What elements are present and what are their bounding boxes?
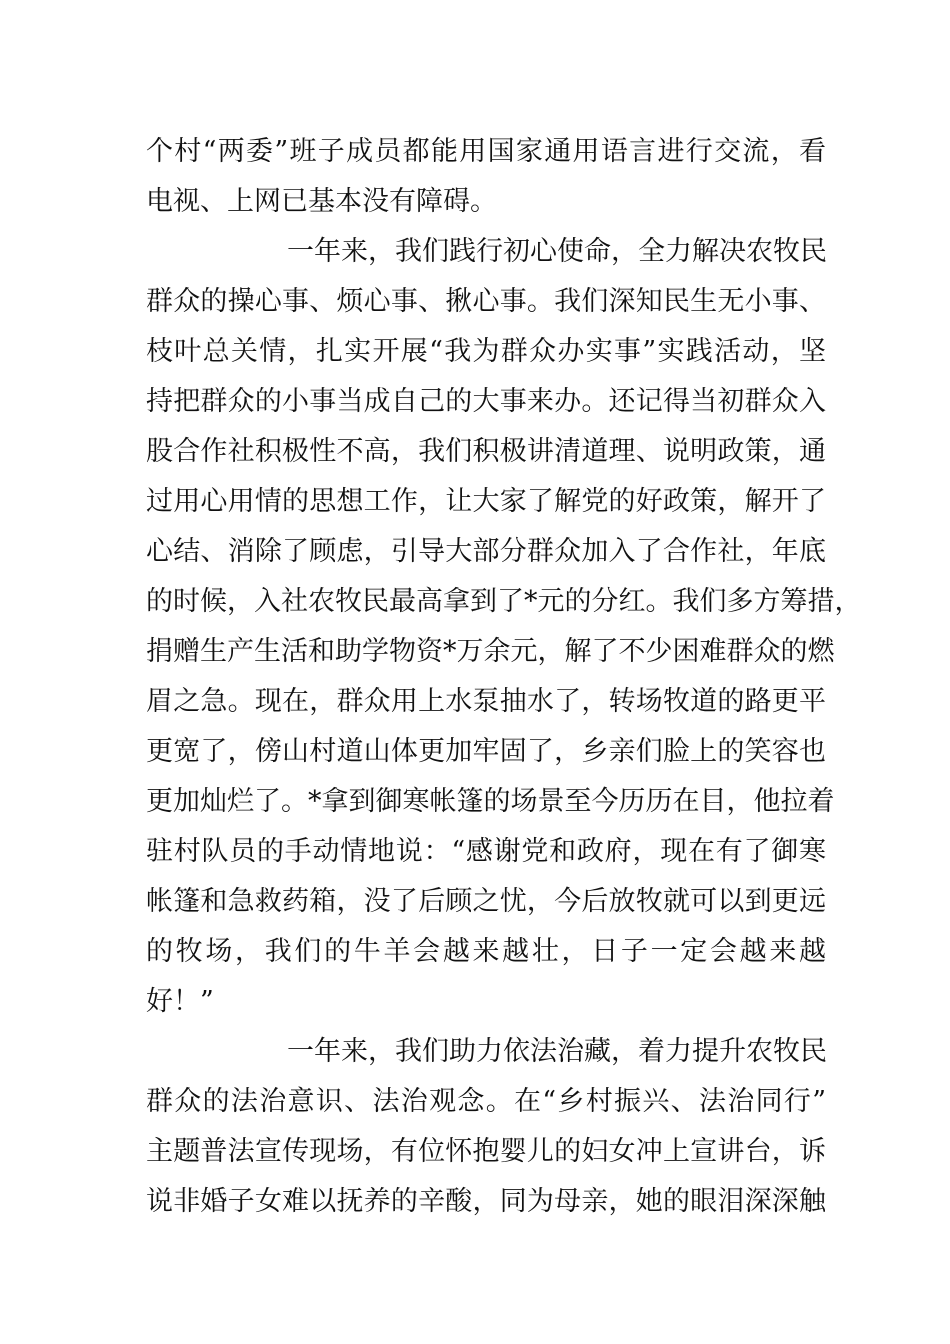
- text-line: 捐赠生产生活和助学物资*万余元，解了不少困难群众的燃: [146, 636, 835, 667]
- text-line: 股合作社积极性不高，我们积极讲清道理、说明政策，通: [146, 436, 826, 467]
- text-line: 驻村队员的手动情地说：“感谢党和政府，现在有了御寒: [146, 836, 826, 867]
- paragraph-first-line: 一年来，我们践行初心使命，全力解决农牧民: [287, 236, 827, 267]
- paragraph-first-line: 一年来，我们助力依法治藏，着力提升农牧民: [287, 1036, 827, 1067]
- text-line: 的牧场，我们的牛羊会越来越壮，日子一定会越来越: [146, 936, 826, 967]
- text-line: 群众的法治意识、法治观念。在“乡村振兴、法治同行”: [146, 1086, 826, 1117]
- text-line: 主题普法宣传现场，有位怀抱婴儿的妇女冲上宣讲台，诉: [146, 1136, 826, 1167]
- text-line: 持把群众的小事当成自己的大事来办。还记得当初群众入: [146, 386, 826, 417]
- text-line: 眉之急。现在，群众用上水泵抽水了，转场牧道的路更平: [146, 686, 826, 717]
- text-line: 帐篷和急救药箱，没了后顾之忧，今后放牧就可以到更远: [146, 886, 826, 917]
- text-line: 枝叶总关情，扎实开展“我为群众办实事”实践活动，坚: [146, 336, 826, 367]
- text-line: 更加灿烂了。*拿到御寒帐篷的场景至今历历在目，他拉着: [146, 786, 835, 817]
- text-line: 好！”: [146, 986, 214, 1017]
- text-line: 过用心用情的思想工作，让大家了解党的好政策，解开了: [146, 486, 826, 517]
- text-line: 电视、上网已基本没有障碍。: [146, 186, 497, 217]
- text-line: 更宽了，傍山村道山体更加牢固了，乡亲们脸上的笑容也: [146, 736, 826, 767]
- text-line: 说非婚子女难以抚养的辛酸，同为母亲，她的眼泪深深触: [146, 1186, 826, 1217]
- text-line: 群众的操心事、烦心事、揪心事。我们深知民生无小事、: [146, 286, 826, 317]
- text-line: 的时候，入社农牧民最高拿到了*元的分红。我们多方筹措，: [146, 586, 862, 617]
- text-line: 心结、消除了顾虑，引导大部分群众加入了合作社，年底: [146, 536, 826, 567]
- text-line: 个村“两委”班子成员都能用国家通用语言进行交流，看: [146, 136, 826, 167]
